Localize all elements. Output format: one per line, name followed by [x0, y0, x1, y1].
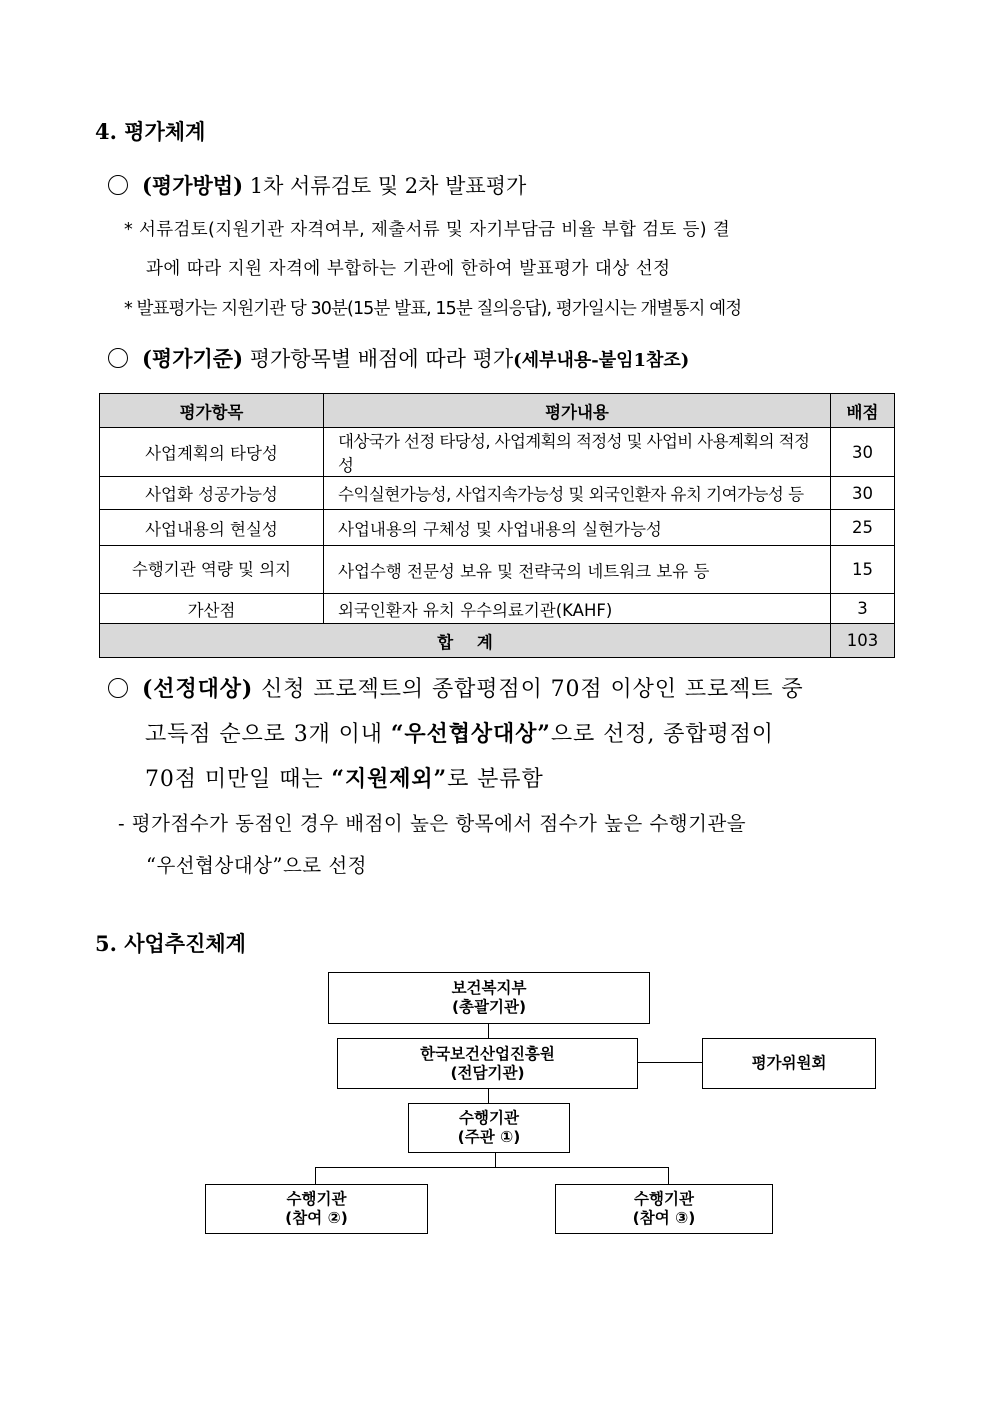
method-label: (평가방법)	[142, 173, 244, 198]
method-note-3: * 발표평가는 지원기관 당 30분(15분 발표, 15분 질의응답), 평가일시는 개별통지 예정	[124, 299, 742, 319]
selection-line3-a: 70점 미만일 때는	[145, 767, 332, 792]
selection-dash-2: “우선협상대상”으로 선정	[146, 854, 368, 877]
connector-line	[315, 1167, 316, 1184]
connector-line	[668, 1167, 669, 1184]
connector-line	[488, 1088, 489, 1103]
org-partner3-role: (참여 ③)	[632, 1209, 696, 1227]
org-lead-role: (주관 ①)	[457, 1128, 521, 1146]
table-row	[100, 477, 895, 510]
org-ministry-name: 보건복지부	[451, 979, 527, 997]
header-score: 배점	[831, 394, 895, 428]
total-label: 합 계	[100, 624, 831, 658]
row-item: 가산점	[100, 594, 324, 624]
connector-line	[488, 1023, 489, 1038]
connector-line	[495, 1152, 496, 1168]
row-content: 외국인환자 유치 우수의료기관(KAHF)	[324, 594, 831, 624]
method-note-2: 과에 따라 지원 자격에 부합하는 기관에 한하여 발표평가 대상 선정	[146, 259, 671, 279]
method-paragraph	[108, 170, 526, 200]
row-score: 15	[831, 546, 895, 594]
table-header-row	[100, 394, 895, 428]
org-partner3-box	[555, 1184, 773, 1234]
org-agency-name: 한국보건산업진흥원	[420, 1044, 555, 1063]
row-score: 30	[831, 477, 895, 510]
circle-bullet-icon	[108, 175, 128, 195]
selection-priority: “우선협상대상”	[390, 721, 551, 747]
evaluation-table	[99, 393, 895, 658]
org-ministry-box	[328, 972, 650, 1024]
table-row	[100, 594, 895, 624]
connector-line	[637, 1062, 702, 1063]
row-score: 3	[831, 594, 895, 624]
selection-label: (선정대상)	[142, 676, 254, 702]
org-ministry-role: (총괄기관)	[451, 998, 527, 1016]
org-partner2-name: 수행기관	[286, 1190, 347, 1208]
org-lead-name: 수행기관	[459, 1109, 519, 1127]
circle-bullet-icon	[108, 678, 128, 698]
header-item: 평가항목	[100, 394, 324, 428]
table-row	[100, 546, 895, 594]
org-committee-name: 평가위원회	[751, 1054, 827, 1072]
selection-line2-c: 으로 선정, 종합평점이	[550, 722, 774, 747]
selection-line-3	[145, 762, 544, 793]
selection-line1-text: 신청 프로젝트의 종합평점이 70점 이상인 프로젝트 중	[253, 677, 804, 702]
table-total-row	[100, 624, 895, 658]
section-5-title: 5. 사업추진체계	[95, 931, 246, 956]
row-item: 수행기관 역량 및 의지	[100, 546, 324, 594]
section-4-title: 4. 평가체계	[95, 119, 206, 144]
row-content: 수익실현가능성, 사업지속가능성 및 외국인환자 유치 기여가능성 등	[324, 477, 831, 510]
selection-dash-1: - 평가점수가 동점인 경우 배점이 높은 항목에서 점수가 높은 수행기관을	[118, 812, 747, 835]
method-text: 1차 서류검토 및 2차 발표평가	[243, 174, 527, 198]
row-content: 사업내용의 구체성 및 사업내용의 실현가능성	[324, 510, 831, 546]
org-partner2-role: (참여 ②)	[285, 1209, 348, 1227]
row-item: 사업화 성공가능성	[100, 477, 324, 510]
table-row	[100, 510, 895, 546]
circle-bullet-icon	[108, 348, 128, 368]
row-item: 사업내용의 현실성	[100, 510, 324, 546]
row-content: 사업수행 전문성 보유 및 전략국의 네트워크 보유 등	[324, 546, 831, 594]
row-content: 대상국가 선정 타당성, 사업계획의 적정성 및 사업비 사용계획의 적정성	[324, 428, 831, 477]
org-committee-box	[702, 1038, 876, 1089]
selection-line-1	[108, 672, 803, 703]
org-agency-box	[337, 1038, 638, 1089]
criteria-label: (평가기준)	[142, 346, 244, 371]
row-score: 25	[831, 510, 895, 546]
selection-line2-a: 고득점 순으로 3개 이내	[145, 722, 391, 747]
criteria-text: 평가항목별 배점에 따라 평가	[243, 347, 514, 371]
org-lead-box	[408, 1103, 570, 1153]
selection-excluded: “지원제외”	[331, 766, 448, 792]
header-content: 평가내용	[324, 394, 831, 428]
org-partner3-name: 수행기관	[634, 1190, 694, 1208]
selection-line3-c: 로 분류함	[447, 767, 544, 792]
selection-line-2	[145, 717, 774, 748]
row-score: 30	[831, 428, 895, 477]
org-agency-role: (전담기관)	[450, 1063, 525, 1082]
row-item: 사업계획의 타당성	[100, 428, 324, 477]
total-score: 103	[831, 624, 895, 658]
table-row	[100, 428, 895, 477]
org-partner2-box	[205, 1184, 428, 1234]
method-note-1: * 서류검토(지원기관 자격여부, 제출서류 및 자기부담금 비율 부합 검토 등) 결	[124, 220, 731, 240]
criteria-ref: (세부내용-붙임1참조)	[513, 350, 690, 371]
criteria-paragraph	[108, 343, 689, 373]
connector-line	[315, 1167, 669, 1168]
